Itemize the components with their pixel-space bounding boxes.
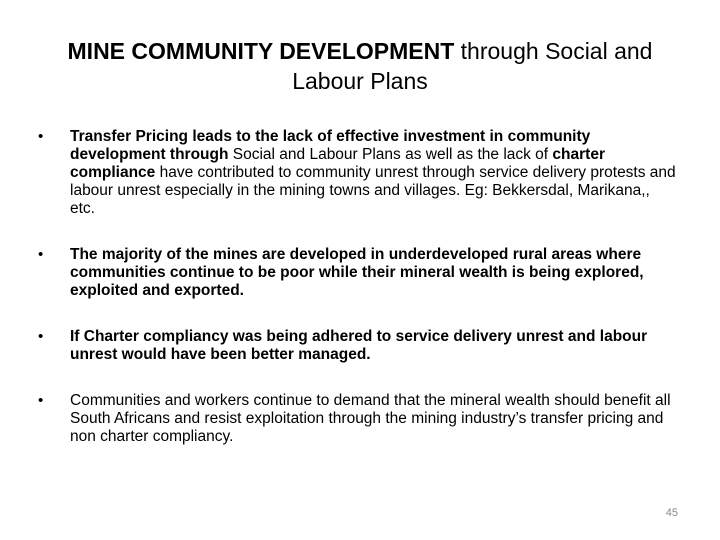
bullet-text-bold: Transfer Pricing leads to the lack of effective investment in community development through (70, 128, 591, 163)
bullet-text-bold: charter compliance (70, 146, 605, 181)
bullet-item (38, 392, 678, 446)
bullet-text: have contributed to community unrest through service delivery protests and labour unrest especially in the mining towns and villages. Eg: Bekkersdal, Marikana,, etc. (70, 164, 676, 217)
bullet-point-icon: • (38, 328, 44, 345)
bullet-list (38, 128, 678, 446)
slide-title-bold: MINE COMMUNITY DEVELOPMENT (67, 38, 455, 64)
slide-title-rest: through Social and Labour Plans (292, 38, 653, 94)
bullet-text-bold: The majority of the mines are developed in underdeveloped rural areas where communities continue to be poor while their mineral wealth is being explored, exploited and exported. (70, 246, 644, 299)
bullet-point-icon: • (38, 392, 44, 409)
bullet-item (38, 246, 678, 300)
slide-title (40, 36, 680, 96)
bullet-item (38, 128, 678, 218)
bullet-text: Social and Labour Plans as well as the lack of (228, 146, 553, 163)
bullet-text-bold: If Charter compliancy was being adhered to service delivery unrest and labour unrest would have been better managed. (70, 328, 648, 363)
bullet-point-icon: • (38, 246, 44, 263)
bullet-item (38, 328, 678, 364)
bullet-point-icon: • (38, 128, 44, 145)
page-number: 45 (665, 507, 678, 519)
bullet-text: Communities and workers continue to demand that the mineral wealth should benefit all South Africans and resist exploitation through the mining industry’s transfer pricing and non charter compliancy. (70, 392, 671, 445)
